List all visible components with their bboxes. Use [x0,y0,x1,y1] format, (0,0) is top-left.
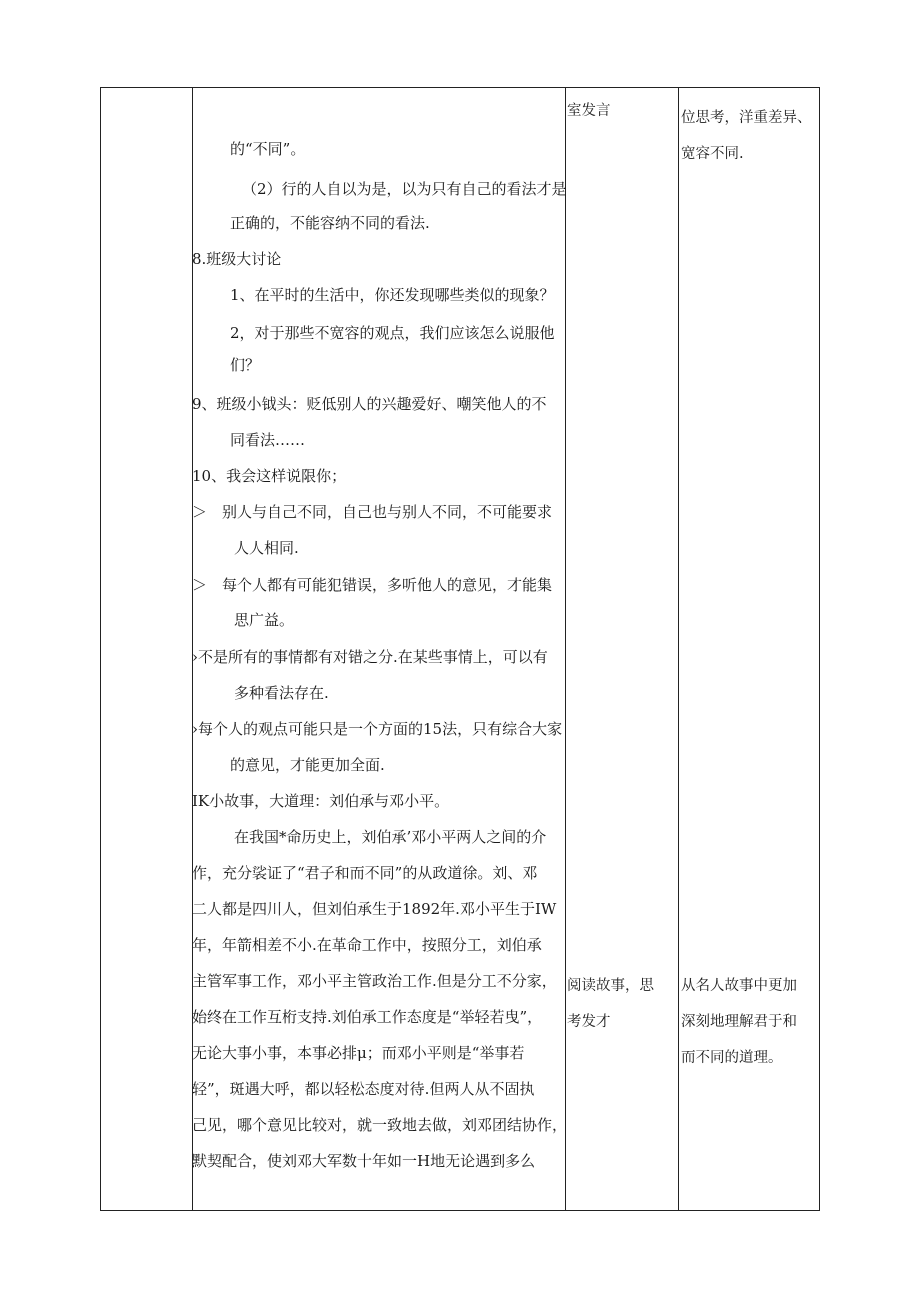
text-line: 人人相同. [234,539,299,557]
student-activity-text: 考发才 [567,1014,611,1030]
bullet-item: ＞ 别人与自己不同，自己也与别人不同，不可能要求 [192,503,553,521]
text-line: （2）行的人自以为是，以为只有自己的看法才是 [242,180,567,198]
text-line: 多种看法存在. [234,684,329,702]
text-line: 正确的，不能容纳不同的看法. [230,214,430,232]
text-line: 的“不同”。 [230,140,306,158]
lesson-plan-table [100,87,820,1211]
design-intent-text: 而不同的道理。 [681,1050,783,1066]
text-line: 同看法…… [230,431,306,449]
student-activity-cell [567,968,654,1040]
design-intent-text: 从名人故事中更加 [681,978,797,994]
design-intent-text: 深刻地理解君于和 [681,1014,797,1030]
text-line: 己见，哪个意见比较对，就一致地去做，刘邓团结协作， [192,1116,568,1134]
column-divider [565,88,566,1210]
text-line: 们？ [230,356,261,374]
column-divider [678,88,679,1210]
text-line: 的意见，才能更加全面. [230,756,385,774]
student-activity-text: 阅读故事，思 [567,978,654,994]
text-line: 主管军事工作，邓小平主管政治工作.但是分工不分家， [192,972,557,990]
design-intent-text: 位思考，洋重差异、 [681,110,812,126]
section-heading: 10、我会这样说限你； [192,467,347,485]
bullet-item: ›不是所有的事情都有对错之分.在某些事情上，可以有 [192,648,548,666]
text-line: 年，年箭相差不小.在革命工作中，按照分工，刘伯承 [192,936,542,954]
text-line: 始终在工作互桁支持.刘伯承工作态度是“举轻若曳”， [192,1008,543,1026]
text-line: 二人都是四川人，但刘伯承生于1892年.邓小平生于IW [192,900,557,918]
text-line: 作，充分裟证了“君子和而不同”的从政道徐。刘、邓 [192,864,538,882]
section-heading: 8.班级大讨论 [192,250,282,268]
design-intent-cell [681,968,797,1076]
text-line: 2，对于那些不宽容的观点，我们应该怎么说服他 [230,324,555,342]
text-line: 在我国*命历史上，刘伯承’邓小平两人之间的介 [234,828,547,846]
student-activity-cell [567,100,611,122]
bullet-item: ›每个人的观点可能只是一个方面的15法，只有综合大家 [192,720,563,738]
section-heading: 9、班级小钺头：贬低别人的兴趣爱好、嘲笑他人的不 [192,395,547,413]
text-line: 轻”，斑遇大呼，都以轻松态度对待.但两人从不固执 [192,1080,535,1098]
section-heading: IK小故事，大道理：刘伯承与邓小平。 [192,792,450,810]
text-line: 默契配合，使刘邓大军数十年如一H地无论遇到多么 [192,1152,536,1170]
text-line: 无论大事小事，本事必排μ；而邓小平则是“举事若 [192,1044,525,1062]
student-activity-text: 室发言 [567,103,611,119]
design-intent-text: 宽容不同. [681,146,744,162]
text-line: 1、在平时的生活中，你还发现哪些类似的现象？ [230,286,555,304]
text-line: 思广益。 [234,611,295,629]
bullet-item: ＞ 每个人都有可能犯错误，多听他人的意见，才能集 [192,576,553,594]
design-intent-cell [681,100,812,172]
